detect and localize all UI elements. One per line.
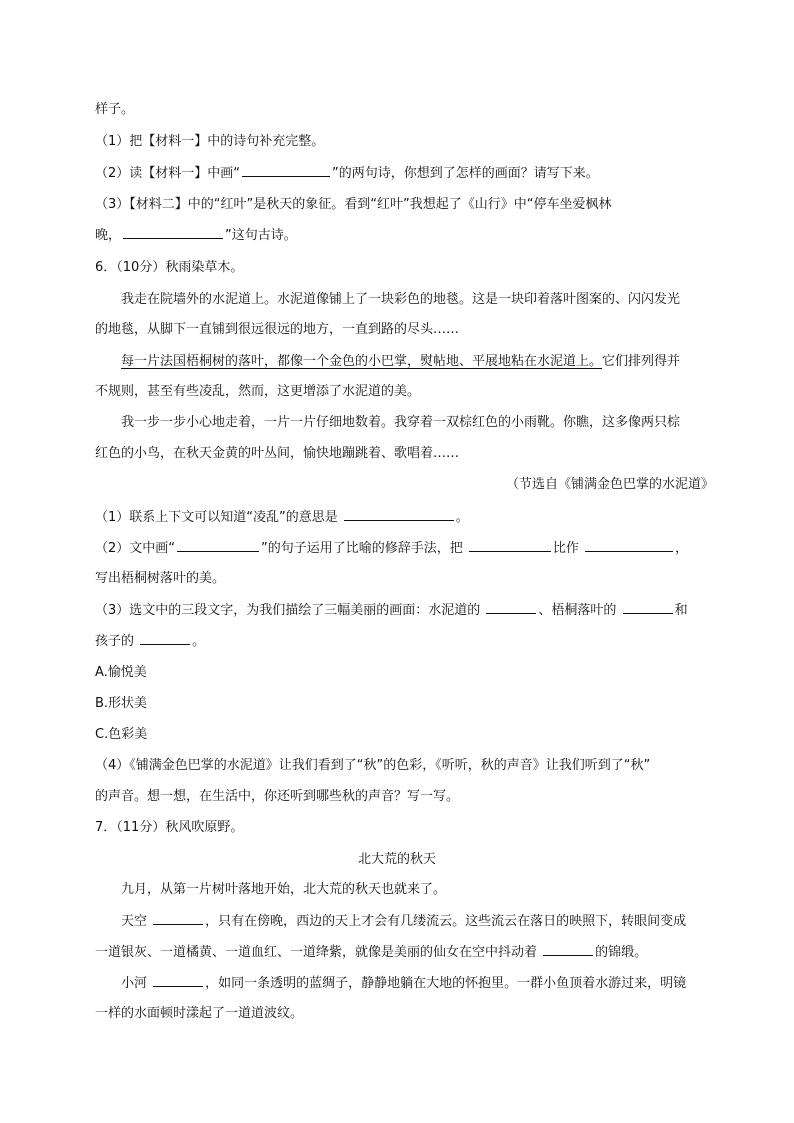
answer-blank: [242, 163, 330, 177]
question-6-1: （1）联系上下文可以知道“凌乱”的意思是 。: [95, 507, 725, 528]
option-c: C.色彩美: [95, 727, 148, 742]
passage-paragraph-1-cont: 的地毯，从脚下一直铺到很远很远的地方，一直到路的尽头……: [95, 322, 460, 337]
passage-paragraph-2-cont: 不规则，甚至有些凌乱，然而，这更增添了水泥道的美。: [95, 384, 421, 399]
question-7-heading: 7．（11分）秋风吹原野。: [95, 820, 244, 835]
question-6-2: （2）文中画“ ”的句子运用了比喻的修辞手法，把 比作 ，: [95, 538, 725, 559]
passage-paragraph-2: 每一片法国梧桐树的落叶，都像一个金色的小巴掌，熨帖地、平展地粘在水泥道上。它们排列得并: [121, 354, 681, 369]
answer-blank: [153, 973, 203, 987]
answer-blank: [486, 600, 536, 614]
passage-paragraph-1: 九月，从第一片树叶落地开始，北大荒的秋天也就来了。: [121, 882, 447, 897]
answer-blank: [140, 631, 190, 645]
question-5-1: （1）把【材料一】中的诗句补充完整。: [95, 134, 325, 149]
text-line: 样子。: [95, 102, 135, 117]
question-6-2-cont: 写出梧桐树落叶的美。: [95, 571, 226, 586]
answer-blank: [177, 538, 259, 552]
question-6-4-cont: 的声音。想一想，在生活中，你还听到哪些秋的声音？写一写。: [95, 789, 460, 804]
question-6-heading: 6．（10分）秋雨染草木。: [95, 260, 244, 275]
option-a: A.愉悦美: [95, 665, 147, 680]
answer-blank: [469, 538, 551, 552]
answer-blank: [623, 600, 673, 614]
question-5-2: （2）读【材料一】中画“ ”的两句诗，你想到了怎样的画面？请写下来。: [95, 163, 725, 184]
question-6-3: （3）选文中的三段文字，为我们描绘了三幅美丽的画面：水泥道的 、梧桐落叶的 和: [95, 600, 725, 621]
passage-paragraph-1: 我走在院墙外的水泥道上。水泥道像铺上了一块彩色的地毯。这是一块印着落叶图案的、闪闪发光: [121, 292, 681, 307]
passage-title: 北大荒的秋天: [357, 852, 436, 867]
underlined-sentence: 每一片法国梧桐树的落叶，都像一个金色的小巴掌，熨帖地、平展地粘在水泥道上。: [121, 354, 603, 369]
answer-blank: [153, 911, 203, 925]
question-6-3-cont: 孩子的 。: [95, 631, 725, 652]
question-6-4: （4）《铺满金色巴掌的水泥道》让我们看到了“秋”的色彩，《听听，秋的声音》让我们听到了“秋”: [95, 758, 651, 773]
answer-blank: [123, 225, 223, 239]
passage-source: （节选自《铺满金色巴掌的水泥道》: [505, 477, 714, 492]
option-b: B.形状美: [95, 696, 148, 711]
passage-paragraph-3: 小河 ，如同一条透明的蓝绸子，静静地躺在大地的怀抱里。一群小鱼顶着水游过来，明镜: [121, 973, 751, 994]
passage-paragraph-2-cont: 一道银灰、一道橘黄、一道血红、一道绛紫，就像是美丽的仙女在空中抖动着 的锦缎。: [95, 942, 725, 963]
passage-paragraph-3: 我一步一步小心地走着，一片一片仔细地数着。我穿着一双棕红色的小雨靴。你瞧，这多像两只棕: [121, 415, 681, 430]
answer-blank: [543, 942, 593, 956]
passage-paragraph-3-cont: 红色的小鸟，在秋天金黄的叶丛间，愉快地蹦跳着、歌唱着……: [95, 446, 460, 461]
question-5-3-cont: 晚， ”这句古诗。: [95, 225, 725, 246]
passage-paragraph-2: 天空 ，只有在傍晚，西边的天上才会有几缕流云。这些流云在落日的映照下，转眼间变成: [121, 911, 751, 932]
passage-paragraph-3-cont: 一样的水面顿时漾起了一道道波纹。: [95, 1006, 304, 1021]
answer-blank: [344, 507, 454, 521]
question-5-3: （3）【材料二】中的“红叶”是秋天的象征。看到“红叶”我想起了《山行》中“停车坐爱枫林: [95, 197, 612, 212]
answer-blank: [585, 538, 673, 552]
